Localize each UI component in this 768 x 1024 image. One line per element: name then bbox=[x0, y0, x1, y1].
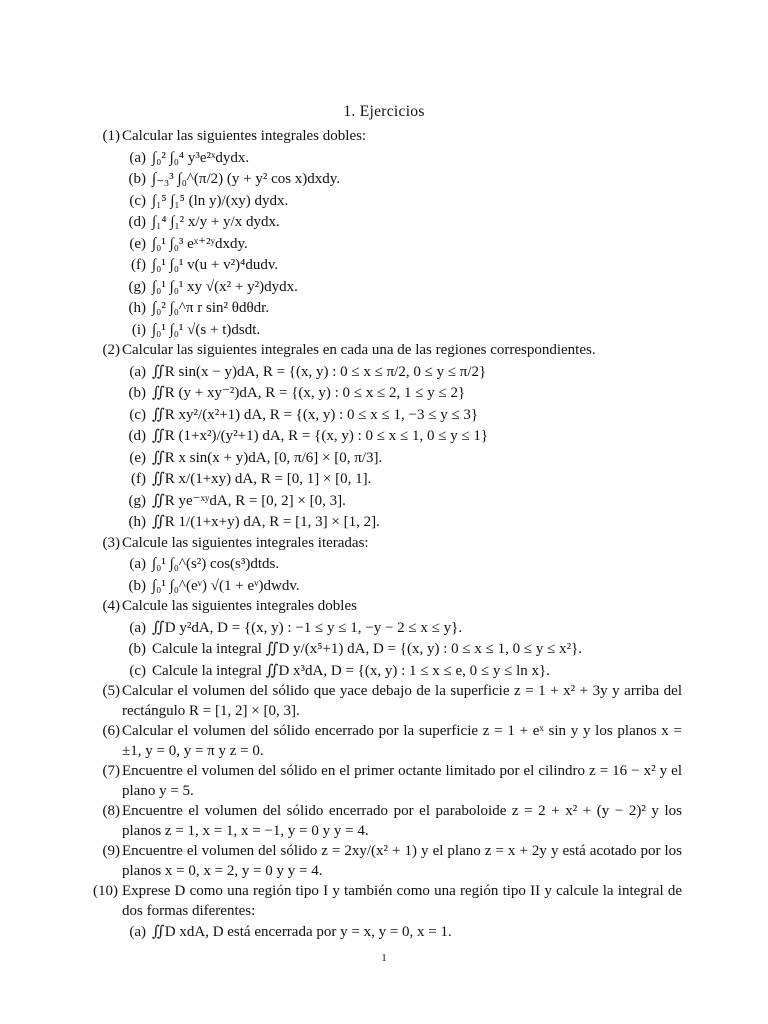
sub-item-expression: ∫₋₃³ ∫₀^(π/2) (y + y² cos x)dxdy. bbox=[152, 171, 341, 187]
sub-item-label: (c) bbox=[129, 406, 146, 423]
sub-item-label: (g) bbox=[128, 492, 146, 509]
sub-item-expression: ∬R (y + xy⁻²)dA, R = {(x, y) : 0 ≤ x ≤ 2, 1 ≤ y ≤ 2} bbox=[152, 385, 466, 401]
problem-number: (9) bbox=[102, 843, 120, 859]
problem-2 bbox=[90, 341, 682, 533]
sub-item bbox=[122, 256, 682, 276]
problem-number: (1) bbox=[102, 128, 120, 144]
sub-item-expression: ∫₀¹ ∫₀¹ √(s + t)dsdt. bbox=[152, 321, 261, 338]
problem-8 bbox=[90, 802, 682, 841]
sub-item-expression: ∬R x sin(x + y)dA, [0, π/6] × [0, π/3]. bbox=[152, 449, 383, 466]
sub-item-label: (c) bbox=[129, 662, 146, 679]
problem-number: (6) bbox=[102, 723, 120, 739]
sub-item bbox=[122, 640, 682, 660]
sub-item-expression: ∫₀¹ ∫₀¹ xy √(x² + y²)dydx. bbox=[152, 278, 298, 295]
sub-item-expression: ∬D y²dA, D = {(x, y) : −1 ≤ y ≤ 1, −y − 2 ≤ x ≤ y}. bbox=[152, 619, 463, 636]
problem-number: (7) bbox=[102, 763, 120, 779]
sub-item-expression: ∬R ye⁻ˣʸdA, R = [0, 2] × [0, 3]. bbox=[152, 492, 346, 509]
sub-item-label: (d) bbox=[128, 428, 146, 444]
sub-item-label: (f) bbox=[131, 471, 146, 487]
sub-item bbox=[122, 384, 682, 404]
sub-item bbox=[122, 213, 682, 233]
sub-item-expression: Calcule la integral ∬D y/(x⁵+1) dA, D = {(x, y) : 0 ≤ x ≤ 1, 0 ≤ y ≤ x²}. bbox=[152, 641, 583, 657]
sub-item bbox=[122, 278, 682, 298]
sub-item-label: (b) bbox=[128, 641, 146, 657]
sub-item-expression: ∫₀¹ ∫₀³ eˣ⁺²ʸdxdy. bbox=[152, 235, 248, 252]
sub-item-label: (b) bbox=[128, 577, 146, 594]
sub-item-expression: ∬D xdA, D está encerrada por y = x, y = 0, x = 1. bbox=[152, 924, 452, 940]
sub-item bbox=[122, 427, 682, 447]
sub-item-label: (e) bbox=[129, 235, 146, 252]
problem-statement: Calcular las siguientes integrales dobles: bbox=[122, 128, 367, 144]
sub-item bbox=[122, 449, 682, 469]
sub-item-expression: ∫₁⁴ ∫₁² x/y + y/x dydx. bbox=[152, 214, 280, 230]
problem-statement: Encuentre el volumen del sólido z = 2xy/(x² + 1) y el plano z = x + 2y y está acotado por los planos x = 0, x = 2, y = 0 y y = 4. bbox=[122, 843, 682, 879]
problem-statement: Calcular el volumen del sólido encerrado por la superficie z = 1 + eˣ sin y y los planos x = ±1, y = 0, y = π y z = 0. bbox=[122, 723, 682, 759]
sub-item-expression: ∫₁⁵ ∫₁⁵ (ln y)/(xy) dydx. bbox=[152, 192, 289, 209]
sub-item bbox=[122, 363, 682, 383]
problem-9 bbox=[90, 842, 682, 881]
sub-item bbox=[122, 321, 682, 341]
problem-statement: Calcule las siguientes integrales iteradas: bbox=[122, 534, 369, 551]
problem-3 bbox=[90, 534, 682, 597]
section-title: 1. Ejercicios bbox=[343, 103, 425, 120]
problem-statement: Calcule las siguientes integrales dobles bbox=[122, 598, 357, 614]
sub-item-label: (b) bbox=[128, 171, 146, 187]
sub-item-label: (a) bbox=[129, 556, 146, 572]
sub-item-expression: ∫₀¹ ∫₀^(s²) cos(s³)dtds. bbox=[152, 556, 280, 572]
sub-item bbox=[122, 192, 682, 212]
sub-item bbox=[122, 577, 682, 597]
sub-item-label: (a) bbox=[129, 149, 146, 166]
sub-item-label: (d) bbox=[128, 214, 146, 230]
sub-item bbox=[122, 555, 682, 575]
sub-item bbox=[122, 513, 682, 533]
problem-number: (3) bbox=[102, 534, 120, 551]
sub-item-label: (b) bbox=[128, 385, 146, 401]
sub-item bbox=[122, 149, 682, 169]
sub-item-expression: ∬R sin(x − y)dA, R = {(x, y) : 0 ≤ x ≤ π/2, 0 ≤ y ≤ π/2} bbox=[152, 363, 487, 380]
exercise-list bbox=[90, 127, 682, 944]
problem-statement: Encuentre el volumen del sólido encerrado por el paraboloide z = 2 + x² + (y − 2)² y los planos z = 1, x = 1, x = −1, y = 0 y y = 4. bbox=[122, 803, 682, 839]
sub-item bbox=[122, 235, 682, 255]
sub-item-label: (e) bbox=[129, 449, 146, 466]
sub-item-expression: Calcule la integral ∬D x³dA, D = {(x, y) : 1 ≤ x ≤ e, 0 ≤ y ≤ ln x}. bbox=[152, 662, 550, 679]
sub-item-label: (c) bbox=[129, 192, 146, 209]
problem-10 bbox=[90, 882, 682, 943]
problem-number: (10) bbox=[93, 883, 118, 899]
problem-7 bbox=[90, 762, 682, 801]
problem-statement: Calcular el volumen del sólido que yace debajo de la superficie z = 1 + x² + 3y y arriba del rectángulo R = [1, 2] × [0, 3]. bbox=[122, 683, 682, 719]
sub-item-expression: ∫₀² ∫₀^π r sin² θdθdr. bbox=[152, 300, 270, 316]
sub-item bbox=[122, 470, 682, 490]
sub-item-expression: ∬R xy²/(x²+1) dA, R = {(x, y) : 0 ≤ x ≤ 1, −3 ≤ y ≤ 3} bbox=[152, 406, 479, 423]
problem-4 bbox=[90, 597, 682, 681]
sub-item-expression: ∫₀² ∫₀⁴ y³e²ˣdydx. bbox=[152, 149, 250, 166]
sub-item bbox=[122, 406, 682, 426]
sub-item-label: (a) bbox=[129, 363, 146, 380]
sub-item bbox=[122, 619, 682, 639]
page-number: 1 bbox=[381, 952, 387, 964]
sub-item bbox=[122, 299, 682, 319]
sub-item-label: (h) bbox=[128, 514, 146, 530]
sub-item-expression: ∫₀¹ ∫₀¹ v(u + v²)⁴dudv. bbox=[152, 257, 279, 273]
sub-item-label: (h) bbox=[128, 300, 146, 316]
sub-item bbox=[122, 492, 682, 512]
problem-number: (2) bbox=[102, 342, 120, 358]
problem-number: (8) bbox=[102, 803, 120, 819]
sub-item-label: (g) bbox=[128, 278, 146, 295]
sub-item bbox=[122, 662, 682, 682]
problem-number: (5) bbox=[102, 683, 120, 699]
problem-number: (4) bbox=[102, 598, 120, 614]
problem-statement: Exprese D como una región tipo I y también como una región tipo II y calcule la integral de dos formas diferentes: bbox=[122, 883, 682, 919]
problem-statement: Encuentre el volumen del sólido en el primer octante limitado por el cilindro z = 16 − x² y el plano y = 5. bbox=[122, 763, 682, 799]
sub-item-label: (i) bbox=[131, 321, 146, 338]
sub-item-label: (f) bbox=[131, 257, 146, 273]
problem-1 bbox=[90, 127, 682, 340]
sub-item-label: (a) bbox=[129, 619, 146, 636]
problem-6 bbox=[90, 722, 682, 761]
sub-item-expression: ∫₀¹ ∫₀^(eᵛ) √(1 + eᵛ)dwdv. bbox=[152, 577, 300, 594]
problem-statement: Calcular las siguientes integrales en cada una de las regiones correspondientes. bbox=[122, 342, 596, 358]
sub-item bbox=[122, 170, 682, 190]
sub-item-expression: ∬R x/(1+xy) dA, R = [0, 1] × [0, 1]. bbox=[152, 471, 372, 487]
sub-item-expression: ∬R 1/(1+x+y) dA, R = [1, 3] × [1, 2]. bbox=[152, 514, 380, 530]
sub-item bbox=[122, 923, 682, 943]
sub-item-label: (a) bbox=[129, 924, 146, 940]
problem-5 bbox=[90, 682, 682, 721]
sub-item-expression: ∬R (1+x²)/(y²+1) dA, R = {(x, y) : 0 ≤ x ≤ 1, 0 ≤ y ≤ 1} bbox=[152, 428, 489, 444]
